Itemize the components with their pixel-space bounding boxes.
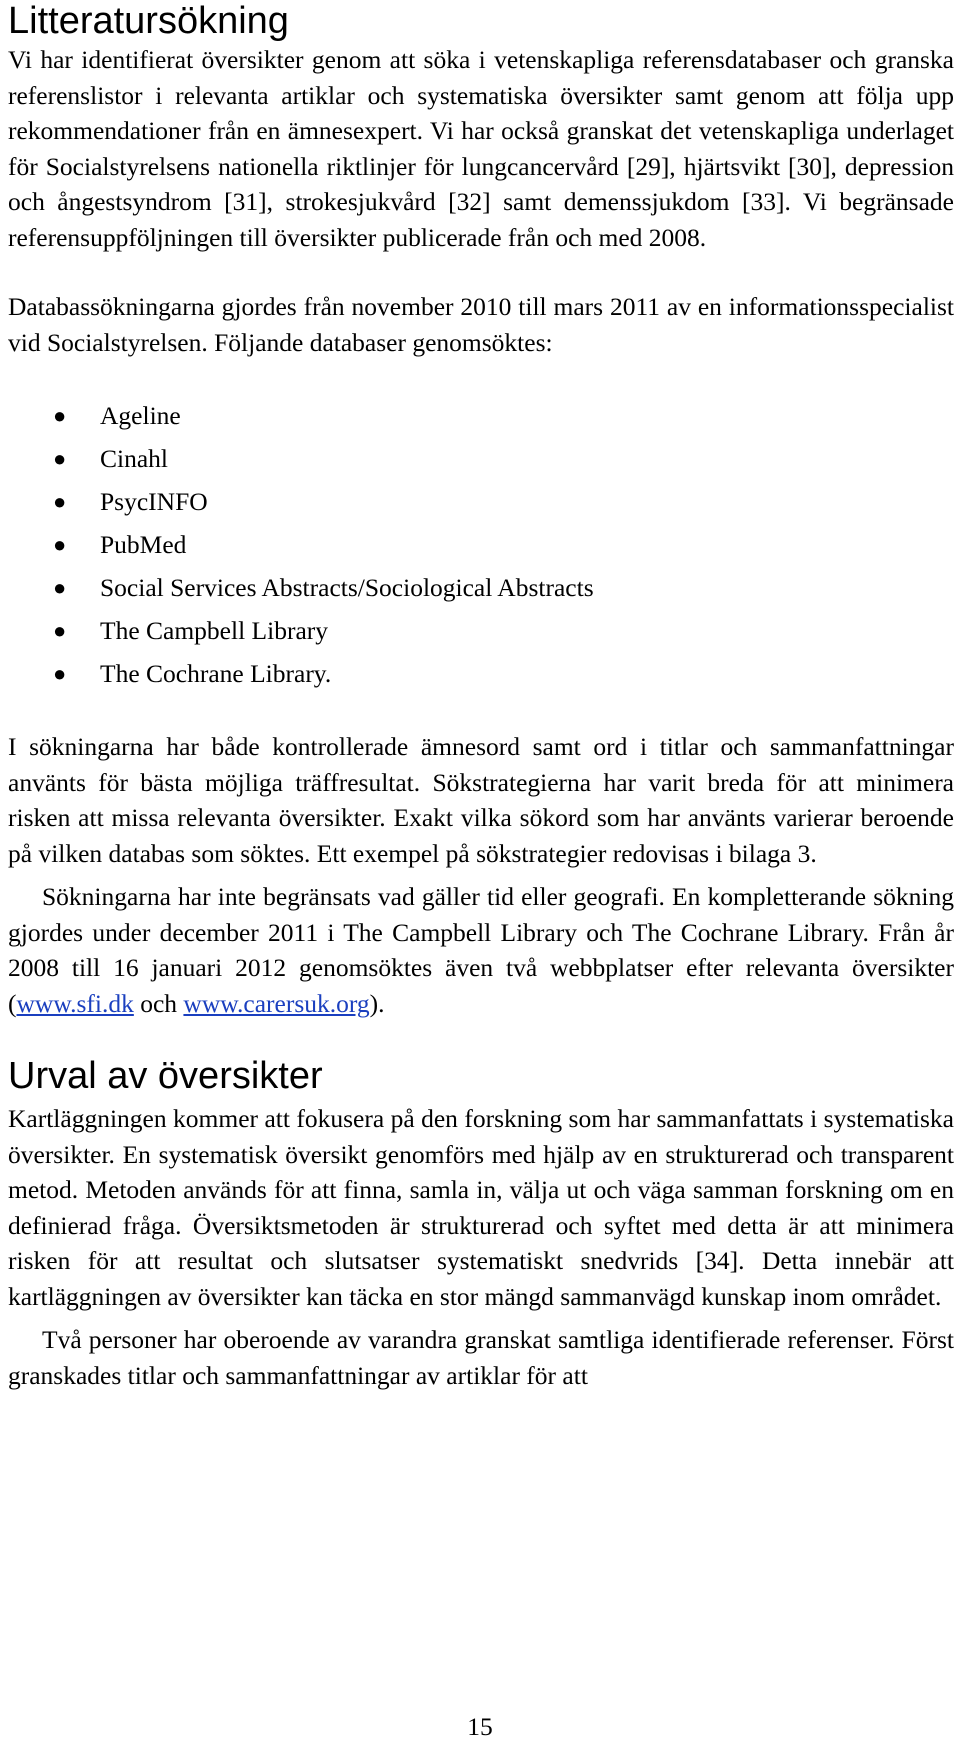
- list-item: ● Social Services Abstracts/Sociological Abstracts: [8, 566, 954, 609]
- bullet-icon: ●: [53, 532, 67, 557]
- bullet-icon: ●: [53, 575, 67, 600]
- section-heading-urval: Urval av översikter: [8, 1055, 323, 1097]
- bullet-icon: ●: [53, 403, 67, 428]
- list-item: ● Ageline: [8, 394, 954, 437]
- bullet-icon: ●: [53, 446, 67, 471]
- page-number: 15: [467, 1712, 493, 1741]
- bullet-icon: ●: [53, 661, 67, 686]
- bullet-icon: ●: [53, 618, 67, 643]
- list-item: ● PsycINFO: [8, 480, 954, 523]
- list-item: ● The Campbell Library: [8, 609, 954, 652]
- list-item: ● Cinahl: [8, 437, 954, 480]
- bullet-icon: ●: [53, 489, 67, 514]
- list-item: ● PubMed: [8, 523, 954, 566]
- paragraph-intro: Vi har identifierat översikter genom att söka i vetenskapliga referensdatabaser och granska referenslistor i relevanta artiklar och systematiska översikter samt genom att följa upp rekommendationer från en ämnesexpert. Vi har också granskat det vetenskapliga underlaget för Socialstyrelsens nationella riktlinjer för lungcancervård [29], hjärtsvikt [30], depression och ångestsyndrom [31], strokesjukvård [32] samt demenssjukdom [33]. Vi begränsade referensuppföljningen till översikter publicerade från och med 2008.: [8, 45, 954, 252]
- paragraph-search-strategy: I sökningarna har både kontrollerade ämnesord samt ord i titlar och sammanfattningar använts för bästa möjliga träffresultat. Sökstrategierna har varit breda för att minimera risken att missa relevanta översikter. Exakt vilka sökord som har använts varierar beroende på vilken databas som söktes. Ett exempel på sökstrategier redovisas i bilaga 3.: [8, 732, 954, 868]
- paragraph-supplementary-search: Sökningarna har inte begränsats vad gäller tid eller geografi. En kompletterande sökning gjordes under december 2011 i The Campbell Library och The Cochrane Library. Från år 2008 till 16 januari 2012 genomsöktes även två webbplatser efter relevanta översikter (www.sfi.dk och www.carersuk.org).: [8, 882, 954, 1018]
- database-list: [8, 394, 954, 695]
- list-item: ● The Cochrane Library.: [8, 652, 954, 695]
- link-carersuk[interactable]: www.carersuk.org: [183, 988, 370, 1018]
- paragraph-review-process: Två personer har oberoende av varandra granskat samtliga identifierade referenser. Först granskades titlar och sammanfattningar av artiklar för att: [8, 1325, 954, 1390]
- link-sfi[interactable]: www.sfi.dk: [16, 988, 134, 1018]
- paragraph-database-search: Databassökningarna gjordes från november 2010 till mars 2011 av en informationsspecialist vid Socialstyrelsen. Följande databaser genomsöktes:: [8, 292, 954, 357]
- document-page: [8, 0, 954, 1393]
- section-heading-litteratursokning: Litteratursökning: [8, 0, 289, 42]
- paragraph-selection: Kartläggningen kommer att fokusera på den forskning som har sammanfattats i systematiska översikter. En systematisk översikt genomförs med hjälp av en strukturerad och transparent metod. Metoden används för att finna, samla in, välja ut och väga samman forskning om en definierad fråga. Översiktsmetoden är strukturerad och syftet med detta är att minimera risken för att resultat och slutsatser systematiskt snedvrids [34]. Detta innebär att kartläggningen av översikter kan täcka en stor mängd sammanvägd kunskap inom området.: [8, 1104, 954, 1311]
